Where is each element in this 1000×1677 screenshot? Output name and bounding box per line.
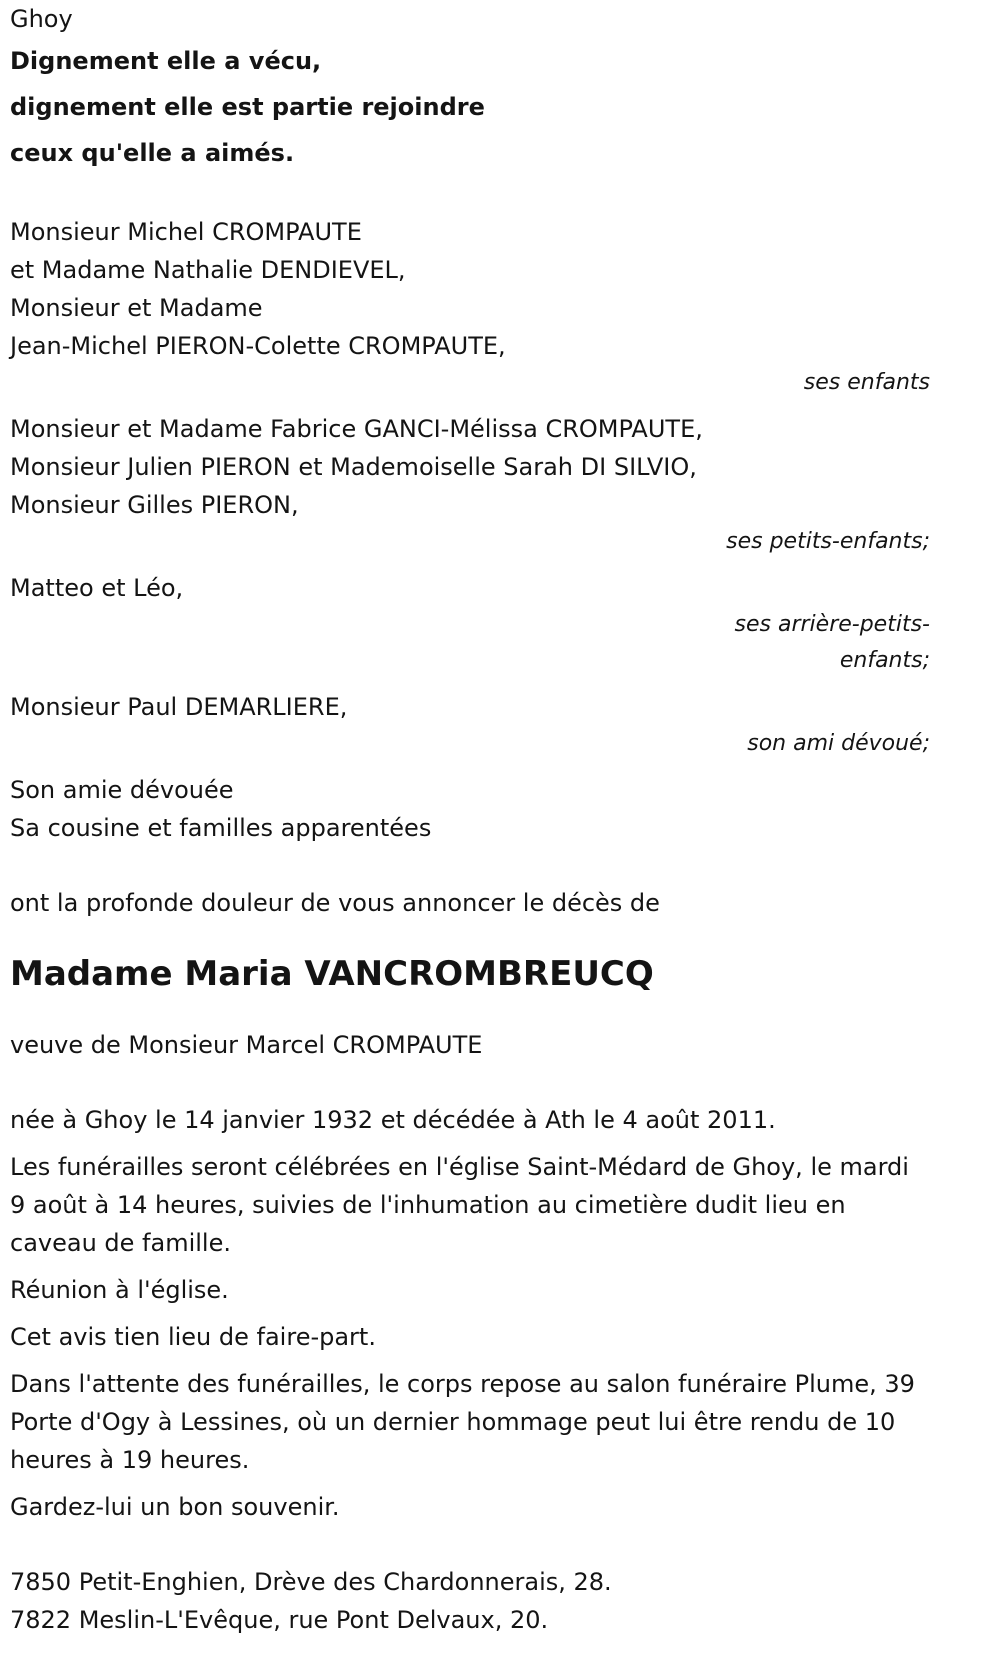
paragraph: née à Ghoy le 14 janvier 1932 et décédée à Ath le 4 août 2011.	[10, 1106, 776, 1134]
paragraph: Gardez-lui un bon souvenir.	[10, 1493, 340, 1521]
family-line: Monsieur et Madame	[10, 294, 263, 322]
relation-label: ses petits-enfants;	[726, 529, 930, 554]
family-line: Monsieur Julien PIERON et Mademoiselle Sarah DI SILVIO,	[10, 453, 697, 481]
quote-line: dignement elle est partie rejoindre	[10, 93, 485, 121]
family-line: et Madame Nathalie DENDIEVEL,	[10, 256, 406, 284]
widow-of: veuve de Monsieur Marcel CROMPAUTE	[10, 1031, 483, 1059]
announcement: ont la profonde douleur de vous annoncer le décès de	[10, 889, 660, 917]
family-line: Son amie dévouée	[10, 776, 234, 804]
quote-line: ceux qu'elle a aimés.	[10, 139, 295, 167]
children-section	[10, 213, 930, 401]
address-line: 7822 Meslin-L'Evêque, rue Pont Delvaux, 20.	[10, 1606, 549, 1634]
family-line: Matteo et Léo,	[10, 574, 184, 602]
family-line: Monsieur Paul DEMARLIERE,	[10, 693, 348, 721]
others-section	[10, 771, 930, 847]
family-line: Monsieur Gilles PIERON,	[10, 491, 299, 519]
paragraph: Dans l'attente des funérailles, le corps repose au salon funéraire Plume, 39 Porte d'Ogy à Lessines, où un dernier hommage peut lui être rendu de 10 heures à 19 heures.	[10, 1370, 915, 1474]
paragraph: Les funérailles seront célébrées en l'église Saint-Médard de Ghoy, le mardi 9 août à 14 heures, suivies de l'inhumation au cimetière dudit lieu en caveau de famille.	[10, 1153, 909, 1257]
friend-section	[10, 688, 930, 762]
grandchildren-section	[10, 410, 930, 560]
paragraph: Cet avis tien lieu de faire-part.	[10, 1323, 376, 1351]
family-line: Sa cousine et familles apparentées	[10, 814, 432, 842]
relation-label: enfants;	[839, 648, 930, 673]
quote-line: Dignement elle a vécu,	[10, 47, 322, 75]
relation-label: ses enfants	[803, 370, 930, 395]
relation-label: ses arrière-petits-	[734, 612, 930, 637]
relation-label: son ami dévoué;	[747, 731, 930, 756]
addresses	[10, 1563, 930, 1639]
obituary-notice	[10, 0, 930, 1639]
family-line: Monsieur Michel CROMPAUTE	[10, 218, 362, 246]
paragraph: Réunion à l'église.	[10, 1276, 229, 1304]
address-line: 7850 Petit-Enghien, Drève des Chardonnerais, 28.	[10, 1568, 612, 1596]
family-line: Monsieur et Madame Fabrice GANCI-Mélissa CROMPAUTE,	[10, 415, 703, 443]
great-grandchildren-section	[10, 569, 930, 679]
quote-block	[10, 38, 930, 176]
location: Ghoy	[10, 5, 73, 33]
family-line: Jean-Michel PIERON-Colette CROMPAUTE,	[10, 332, 506, 360]
deceased-name: Madame Maria VANCROMBREUCQ	[10, 954, 654, 994]
